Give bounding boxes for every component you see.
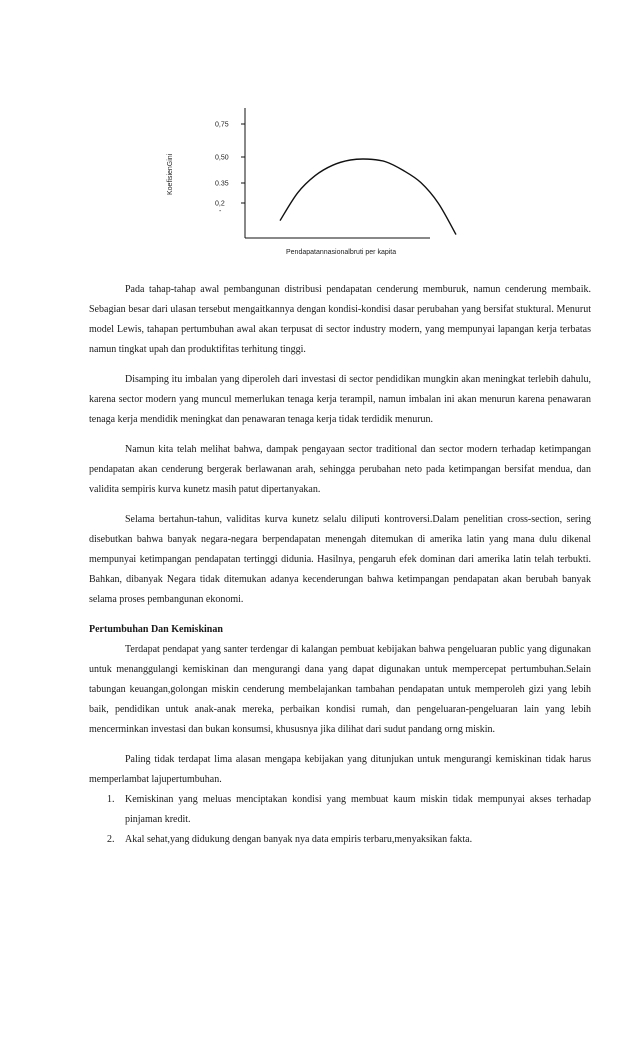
- kuznets-chart: [0, 0, 638, 270]
- paragraph: Disamping itu imbalan yang diperoleh dari investasi di sector pendidikan mungkin akan meningkat terlebih dahulu, karena sector modern yang muncul memerlukan tenaga kerja terampil, namun imbalan ini akan menurun karena penawaran tenaga kerja mendidik meningkat dan penawaran tenaga kerja tidak terdidik menurun.: [89, 374, 591, 425]
- paragraph: Namun kita telah melihat bahwa, dampak pengayaan sector traditional dan sector modern terhadap ketimpangan pendapatan akan cenderung bergerak berlawanan arah, sehingga perubahan neto pada ketimpangan bersifat mendua, dan validita sempiris kurva kunetz masih patut dipertanyakan.: [89, 444, 591, 495]
- x-axis-label: Pendapatannasionalbruti per kapita: [286, 249, 397, 256]
- kuznets-curve-line: [280, 159, 456, 235]
- list-item: [89, 830, 591, 850]
- paragraph: Paling tidak terdapat lima alasan mengapa kebijakan yang ditunjukan untuk mengurangi kemiskinan tidak harus memperlambat lajupertumbuhan.: [89, 754, 591, 785]
- document-body: [89, 280, 591, 850]
- list-item-text: Akal sehat,yang didukung dengan banyak nya data empiris terbaru,menyaksikan fakta.: [125, 834, 473, 845]
- y-tick-label: 0.35: [215, 180, 229, 188]
- y-tick-label: 0,2: [215, 200, 225, 208]
- kuznets-curve-figure: [0, 0, 638, 270]
- y-tick-label: 0,75: [215, 121, 229, 129]
- list-number: 1.: [107, 794, 115, 805]
- list-number: 2.: [107, 834, 115, 845]
- paragraph: Selama bertahun-tahun, validitas kurva kunetz selalu diliputi kontroversi.Dalam penelitian cross-section, sering disebutkan bahwa banyak negara-negara berpendapatan menengah ditemukan di amerika latin yang mana dulu dikenal mempunyai ketimpangan pendapatan tertinggi didunia. Hasilnya, pengaruh efek dominan dari amerika latin telah terbukti. Bahkan, dibanyak Negara tidak ditemukan adanya kecenderungan bahwa ketimpangan pendapatan akan berubah banyak selama proses pembangunan ekonomi.: [89, 514, 591, 605]
- list-item-text: Kemiskinan yang meluas menciptakan kondisi yang membuat kaum miskin tidak mempunyai akses terhadap pinjaman kredit.: [125, 794, 591, 825]
- y-tick-note: -: [219, 208, 222, 215]
- list-item: [89, 790, 591, 830]
- section-heading: Pertumbuhan Dan Kemiskinan: [89, 624, 223, 635]
- y-tick-label: 0,50: [215, 154, 229, 162]
- reasons-list: [89, 790, 591, 850]
- paragraph: Pada tahap-tahap awal pembangunan distribusi pendapatan cenderung memburuk, namun cenderung membaik. Sebagian besar dari ulasan tersebut mengaitkannya dengan kondisi-kondisi dasar perubahan yang bersifat stuktural. Menurut model Lewis, tahapan pertumbuhan awal akan terpusat di sector industry modern, yang mempunyai lapangan kerja terbatas namun tingkat upah dan produktifitas terhitung tinggi.: [89, 284, 591, 355]
- paragraph: Terdapat pendapat yang santer terdengar di kalangan pembuat kebijakan bahwa pengeluaran public yang digunakan untuk menanggulangi kemiskinan dan mengurangi dana yang dapat digunakan untuk mempercepat pertumbuhan.Selain tabungan keuangan,golongan miskin cenderung membelajankan tambahan pendapatan untuk memperoleh gizi yang lebih baik, pendidikan untuk anak-anak mereka, perbaikan kondisi rumah, dan pengeluaran-pengeluaran lain yang lebih mencerminkan investasi dan bukan konsumsi, khususnya jika dilihat dari sudut pandang orng miskin.: [89, 644, 591, 735]
- y-axis-label: KoefisienGini: [167, 153, 174, 195]
